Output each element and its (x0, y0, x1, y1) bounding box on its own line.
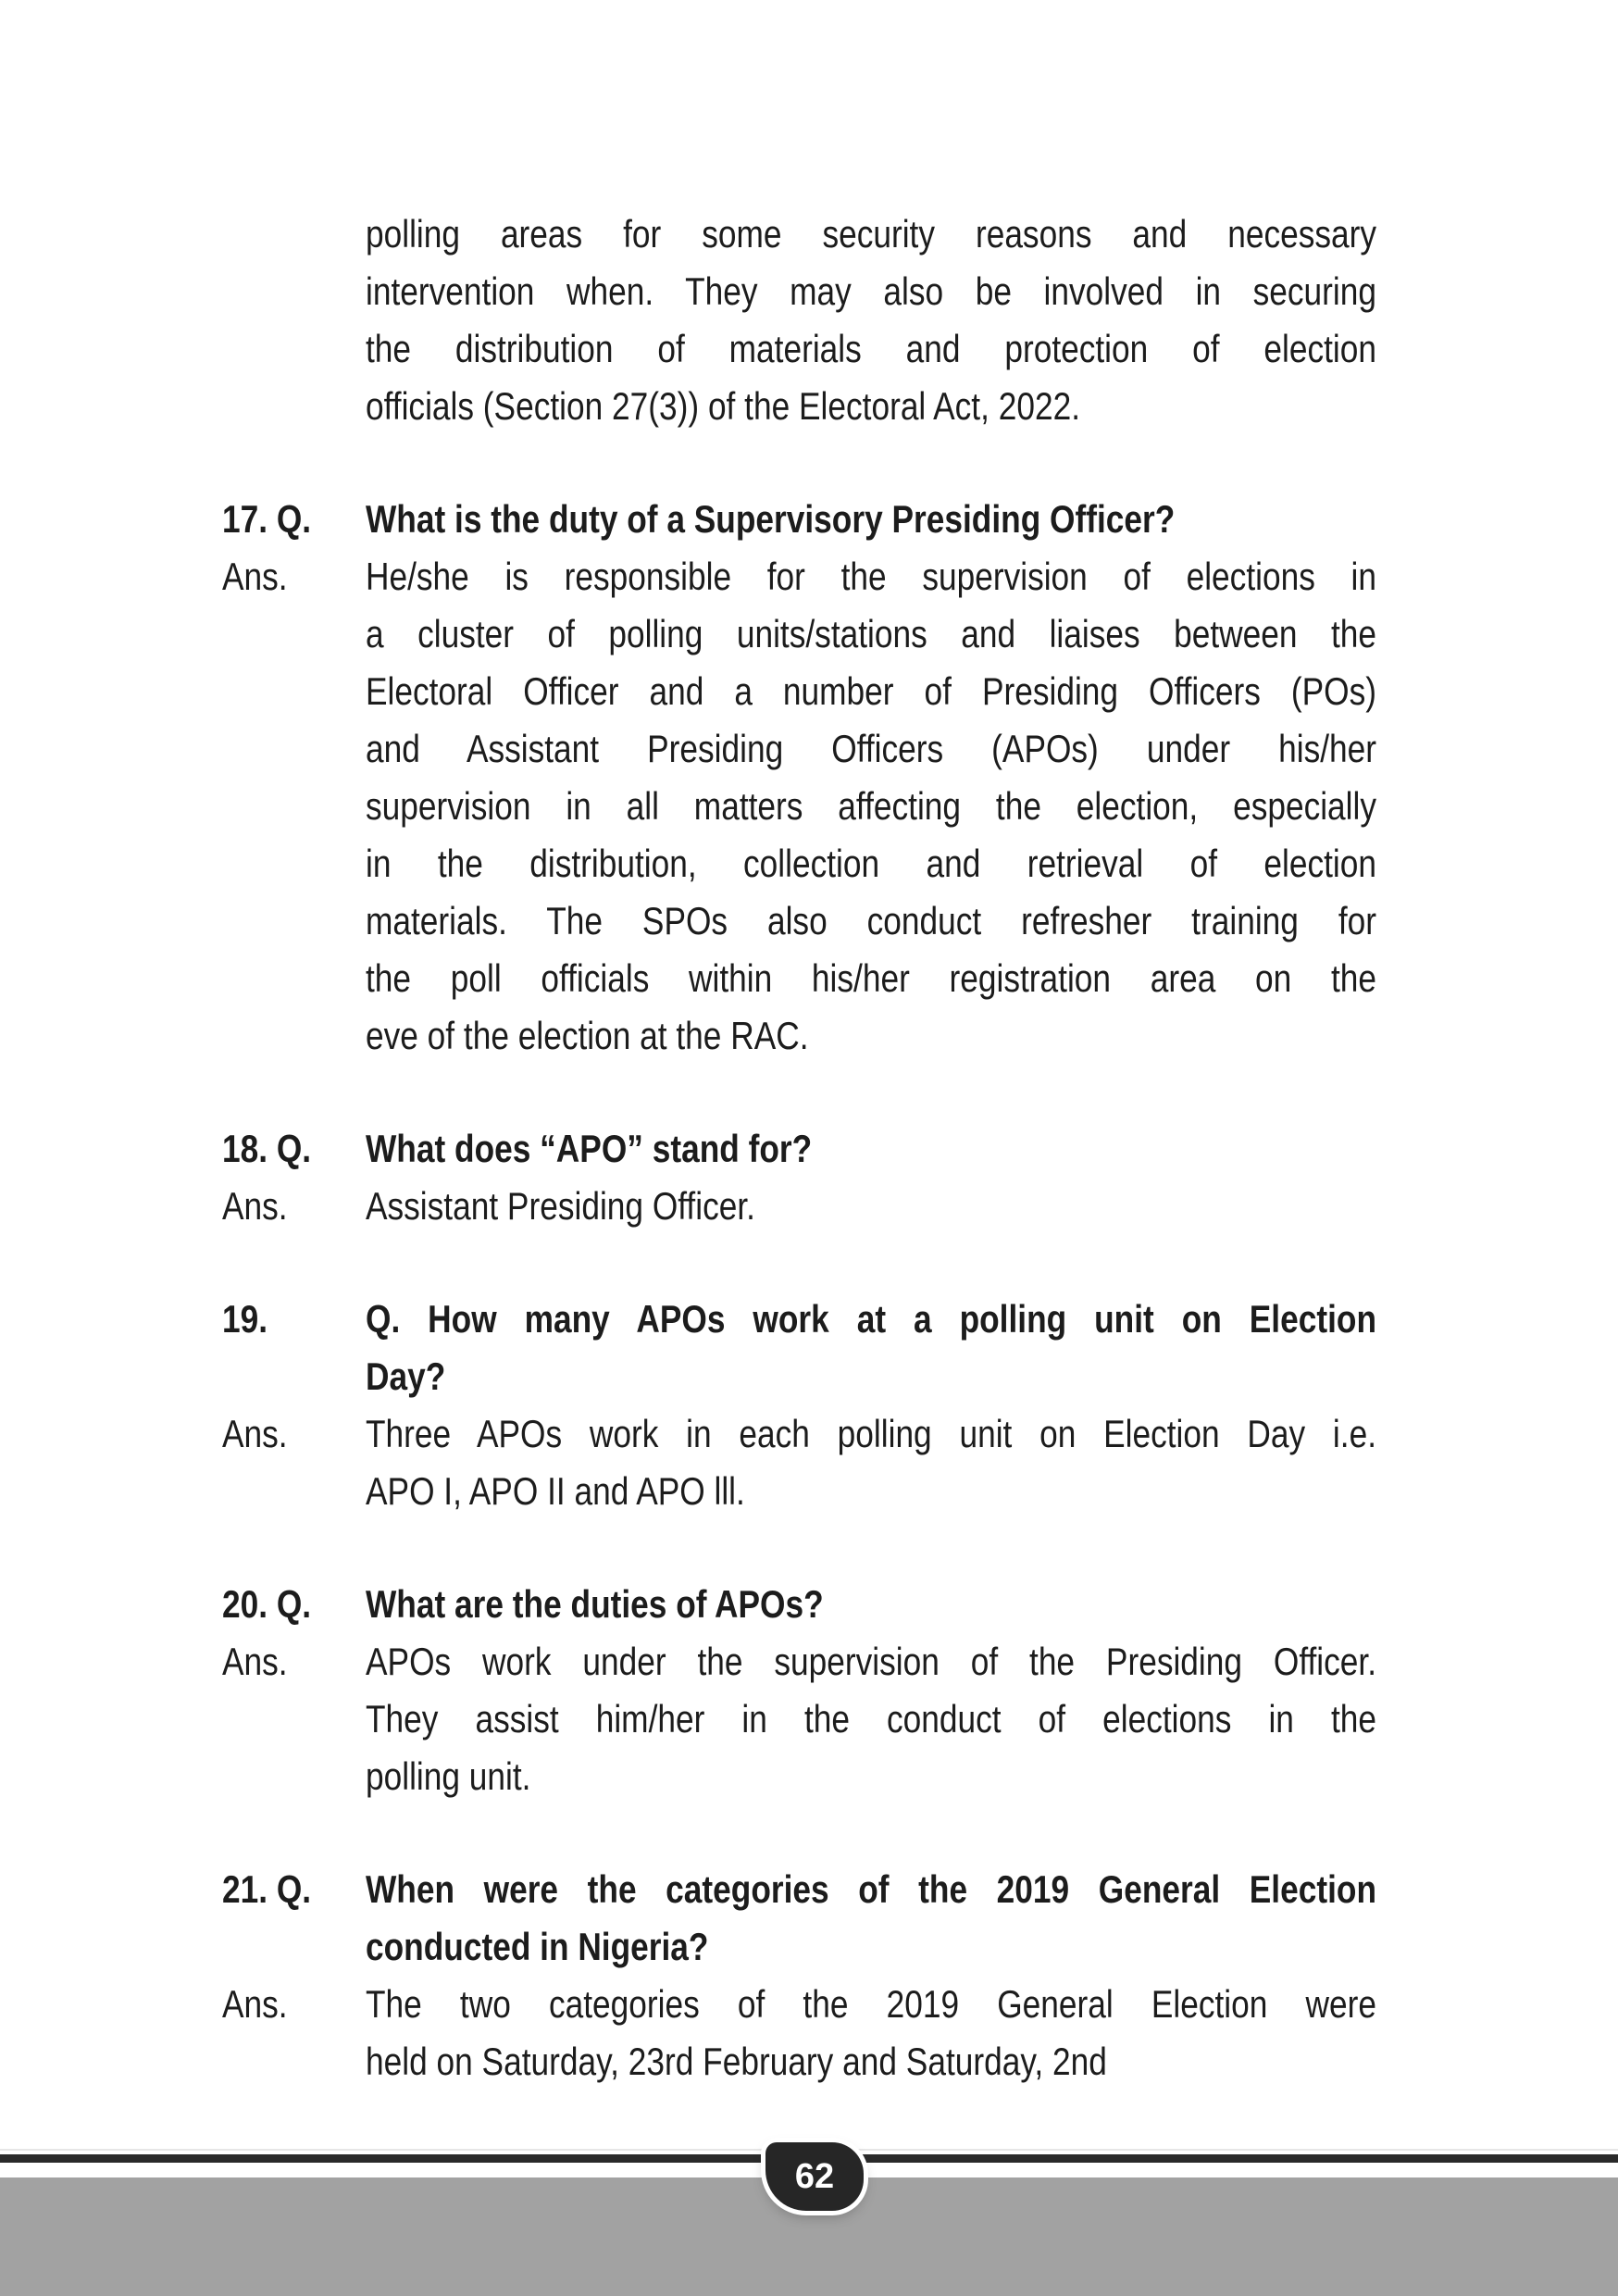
row-text: He/she is responsible for the supervision of elections in (366, 555, 1376, 598)
row-label: 19. (222, 1297, 268, 1341)
row-label: 17. Q. (222, 497, 312, 541)
row-text: Electoral Officer and a number of Presiding Officers (POs) (366, 669, 1376, 713)
row-text: eve of the election at the RAC. (366, 1014, 809, 1057)
page-number: 62 (794, 2156, 835, 2196)
text-row (222, 1748, 1376, 1805)
row-label (222, 2033, 342, 2090)
row-text: Q. How many APOs work at a polling unit on Election (366, 1297, 1376, 1341)
row-label (222, 720, 342, 778)
text-row (222, 206, 1376, 263)
row-label (222, 835, 342, 892)
text-row (222, 1291, 1376, 1348)
qa-item-18 (222, 1120, 1376, 1235)
qa-item-20 (222, 1576, 1376, 1805)
row-label (222, 605, 342, 663)
row-text: When were the categories of the 2019 General Election (366, 1867, 1376, 1911)
row-label (222, 1348, 342, 1405)
row-text: the distribution of materials and protection of election (366, 327, 1376, 370)
row-text: conducted in Nigeria? (366, 1925, 709, 1968)
row-label (222, 950, 342, 1007)
row-label (222, 1691, 342, 1748)
text-row (222, 1405, 1376, 1463)
row-label (222, 1918, 342, 1976)
text-row (222, 263, 1376, 320)
text-row (222, 548, 1376, 605)
text-row (222, 1633, 1376, 1691)
text-row (222, 720, 1376, 778)
text-row (222, 491, 1376, 548)
row-text: The two categories of the 2019 General Election were (366, 1982, 1376, 2026)
page-number-badge (765, 2142, 864, 2211)
text-row (222, 320, 1376, 378)
row-label: 20. Q. (222, 1582, 312, 1626)
row-text: What does “APO” stand for? (366, 1127, 813, 1170)
row-text: polling unit. (366, 1754, 531, 1798)
row-text: a cluster of polling units/stations and liaises between the (366, 612, 1376, 655)
row-label (222, 663, 342, 720)
row-text: What are the duties of APOs? (366, 1582, 824, 1626)
row-text: Three APOs work in each polling unit on Election Day i.e. (366, 1412, 1376, 1455)
text-row (222, 950, 1376, 1007)
row-label: Ans. (222, 555, 288, 598)
text-row (222, 1576, 1376, 1633)
row-text: APOs work under the supervision of the Presiding Officer. (366, 1640, 1376, 1683)
row-label: Ans. (222, 1640, 288, 1683)
row-label: Ans. (222, 1412, 288, 1455)
text-row (222, 663, 1376, 720)
row-text: held on Saturday, 23rd February and Saturday, 2nd (366, 2040, 1107, 2083)
qa-item-17 (222, 491, 1376, 1065)
text-row (222, 1348, 1376, 1405)
qa-item-21 (222, 1861, 1376, 2090)
text-row (222, 1120, 1376, 1178)
text-row (222, 1463, 1376, 1520)
qa-content (222, 206, 1376, 2090)
text-row (222, 1178, 1376, 1235)
text-row (222, 835, 1376, 892)
text-row (222, 2033, 1376, 2090)
row-text: intervention when. They may also be involved in securing (366, 269, 1376, 313)
row-label: Ans. (222, 1982, 288, 2026)
row-text: materials. The SPOs also conduct refresher training for (366, 899, 1376, 942)
row-text: and Assistant Presiding Officers (APOs) under his/her (366, 727, 1376, 770)
row-text: Day? (366, 1354, 446, 1398)
row-label: 18. Q. (222, 1127, 312, 1170)
row-text: the poll officials within his/her registration area on the (366, 956, 1376, 1000)
row-label (222, 892, 342, 950)
row-label (222, 206, 342, 263)
continuation-paragraph (222, 206, 1376, 435)
row-text: What is the duty of a Supervisory Presiding Officer? (366, 497, 1176, 541)
row-label (222, 778, 342, 835)
row-label: 21. Q. (222, 1867, 312, 1911)
row-label (222, 1748, 342, 1805)
row-text: polling areas for some security reasons and necessary (366, 212, 1376, 256)
row-text: in the distribution, collection and retrieval of election (366, 842, 1376, 885)
text-row (222, 1976, 1376, 2033)
row-label (222, 1463, 342, 1520)
text-row (222, 892, 1376, 950)
qa-item-19 (222, 1291, 1376, 1520)
text-row (222, 1861, 1376, 1918)
row-text: supervision in all matters affecting the election, especially (366, 784, 1376, 828)
text-row (222, 378, 1376, 435)
text-row (222, 1007, 1376, 1065)
text-row (222, 605, 1376, 663)
row-label (222, 263, 342, 320)
row-text: They assist him/her in the conduct of elections in the (366, 1697, 1376, 1741)
row-label (222, 1007, 342, 1065)
row-text: officials (Section 27(3)) of the Electoral Act, 2022. (366, 384, 1080, 428)
row-label: Ans. (222, 1184, 288, 1228)
text-row (222, 1918, 1376, 1976)
row-label (222, 320, 342, 378)
text-row (222, 1691, 1376, 1748)
row-text: APO I, APO II and APO lll. (366, 1469, 745, 1513)
row-label (222, 378, 342, 435)
text-row (222, 778, 1376, 835)
row-text: Assistant Presiding Officer. (366, 1184, 755, 1228)
